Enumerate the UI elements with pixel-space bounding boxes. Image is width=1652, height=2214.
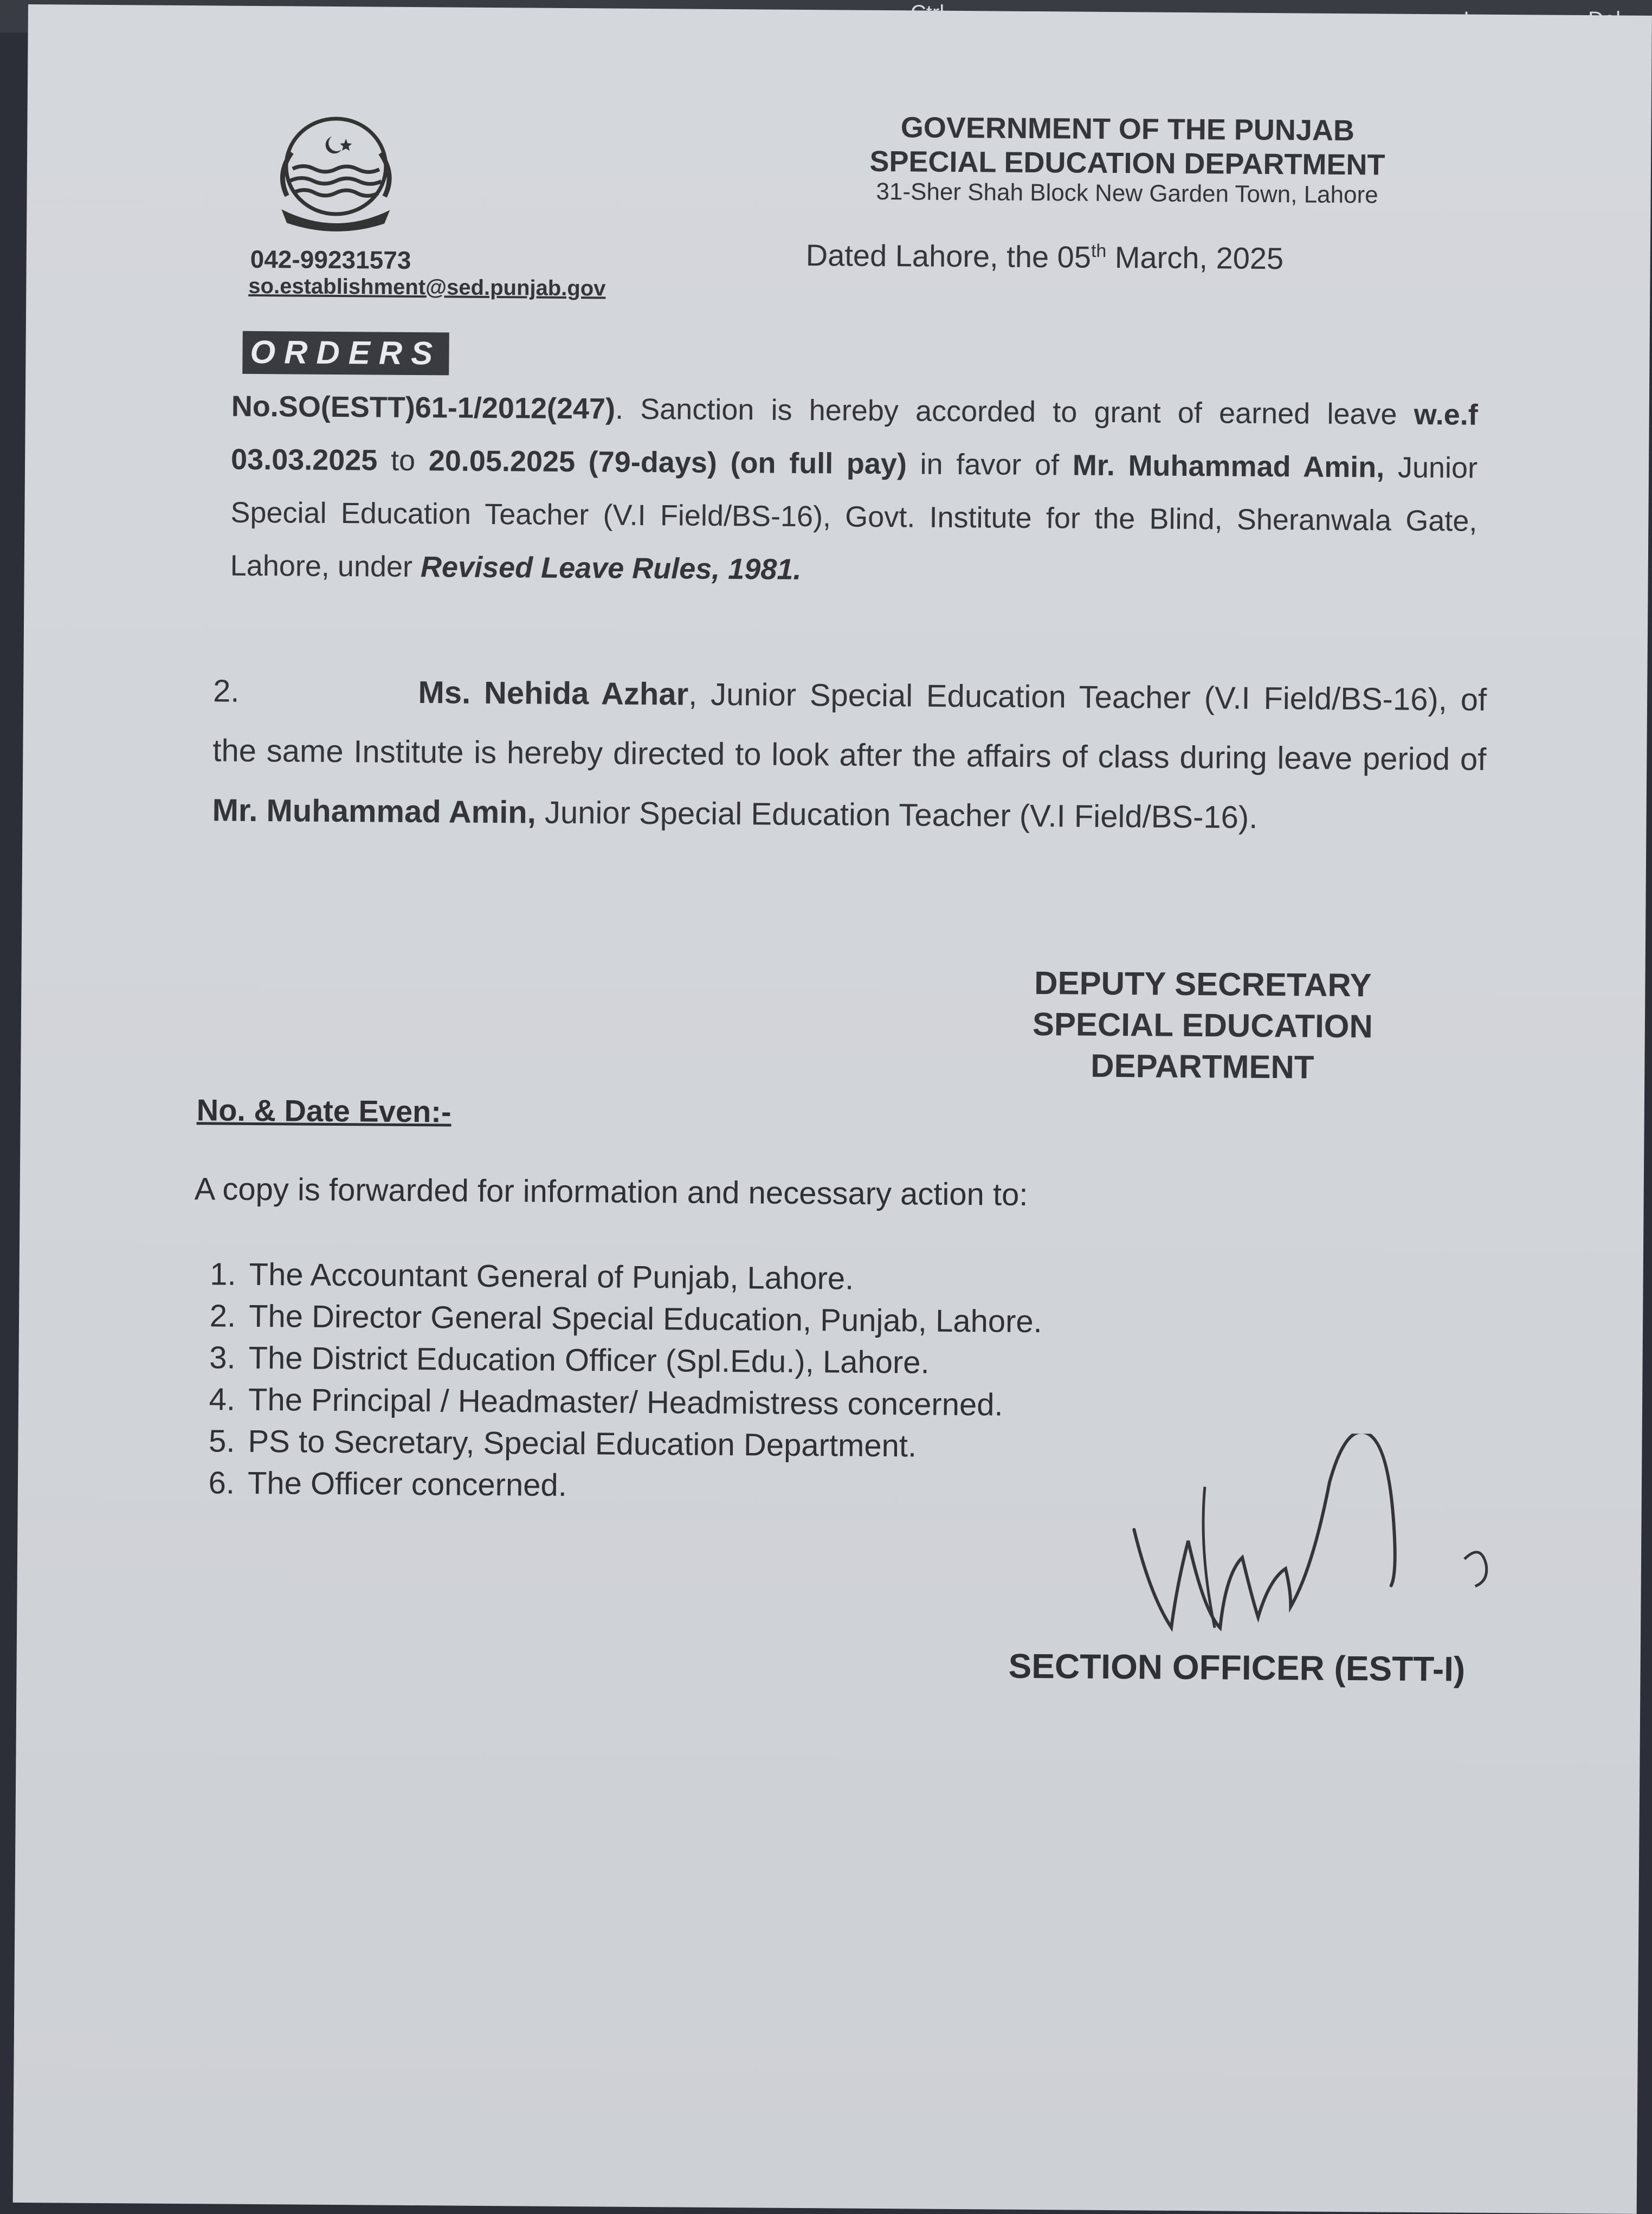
- letterhead-address: 31-Sher Shah Block New Garden Town, Lahore: [876, 178, 1378, 209]
- deputy-secretary-block: [1007, 963, 1398, 1089]
- employee-name-2: Mr. Muhammad Amin,: [212, 792, 537, 830]
- forward-text: A copy is forwarded for information and necessary action to:: [194, 1171, 1028, 1212]
- list-item: 5. PS to Secretary, Special Education Department.: [208, 1423, 917, 1464]
- deputy-line-2: SPECIAL EDUCATION: [1032, 1005, 1373, 1045]
- list-item: 2. The Director General Special Education, Punjab, Lahore.: [209, 1298, 1043, 1340]
- section-officer-title: SECTION OFFICER (ESTT-I): [1008, 1646, 1466, 1689]
- p2-text-2: Junior Special Education Teacher (V.I Field/BS-16).: [535, 795, 1258, 835]
- deputy-line-1: DEPUTY SECRETARY: [1034, 965, 1372, 1004]
- no-date-even-label: No. & Date Even:-: [196, 1093, 451, 1129]
- dated-prefix: Dated Lahore, the 05: [805, 238, 1092, 274]
- email-address: so.establishment@sed.punjab.gov: [248, 274, 606, 301]
- dated-suffix: March, 2025: [1106, 240, 1284, 276]
- leave-start: w.e.f 03.03.2025: [230, 398, 1478, 477]
- order-ref: No.SO(ESTT)61-1/2012(247): [231, 390, 616, 425]
- phone-number: 042-99231573: [250, 244, 411, 274]
- p2-text-1: , Junior Special Education Teacher (V.I Field/BS-16), of the same Institute is hereby directed to look after the affairs of class during leave period of: [212, 676, 1487, 777]
- p1-text-3: in favor of: [906, 448, 1073, 482]
- list-item: 1. The Accountant General of Punjab, Lahore.: [210, 1256, 854, 1296]
- order-paragraph-1: [230, 380, 1478, 601]
- recipient-list: [180, 1253, 1043, 1509]
- deputy-line-3: DEPARTMENT: [1090, 1047, 1314, 1086]
- punjab-emblem-logo: [265, 114, 407, 240]
- incharge-name: Ms. Nehida Azhar: [418, 675, 689, 712]
- employee-name: Mr. Muhammad Amin,: [1072, 449, 1385, 484]
- para-2-number: 2.: [212, 673, 240, 709]
- orders-label: ORDERS: [242, 331, 449, 376]
- list-item: 4. The Principal / Headmaster/ Headmistress concerned.: [209, 1382, 1003, 1423]
- dated-line: [806, 237, 1284, 276]
- letterhead-line-1: GOVERNMENT OF THE PUNJAB: [900, 111, 1355, 147]
- list-item: 3. The District Education Officer (Spl.Edu.), Lahore.: [209, 1340, 930, 1380]
- leave-rules: Revised Leave Rules, 1981.: [420, 551, 802, 586]
- list-item: 6. The Officer concerned.: [208, 1465, 567, 1503]
- handwritten-signature: [1112, 1432, 1525, 1641]
- order-paragraph-2: [212, 661, 1487, 849]
- p1-text-1: . Sanction is hereby accorded to grant of earned leave: [615, 392, 1414, 431]
- p1-text-4: Junior Special Education Teacher (V.I Field/BS-16), Govt. Institute for the Blind, Sheranwala Gate, Lahore, under: [230, 451, 1478, 584]
- p1-text-2: to: [377, 444, 429, 477]
- leave-end: 20.05.2025 (79-days) (on full pay): [428, 444, 907, 481]
- dated-sup: th: [1090, 241, 1107, 262]
- letterhead-line-2: SPECIAL EDUCATION DEPARTMENT: [869, 145, 1385, 182]
- document-page: [13, 4, 1652, 2214]
